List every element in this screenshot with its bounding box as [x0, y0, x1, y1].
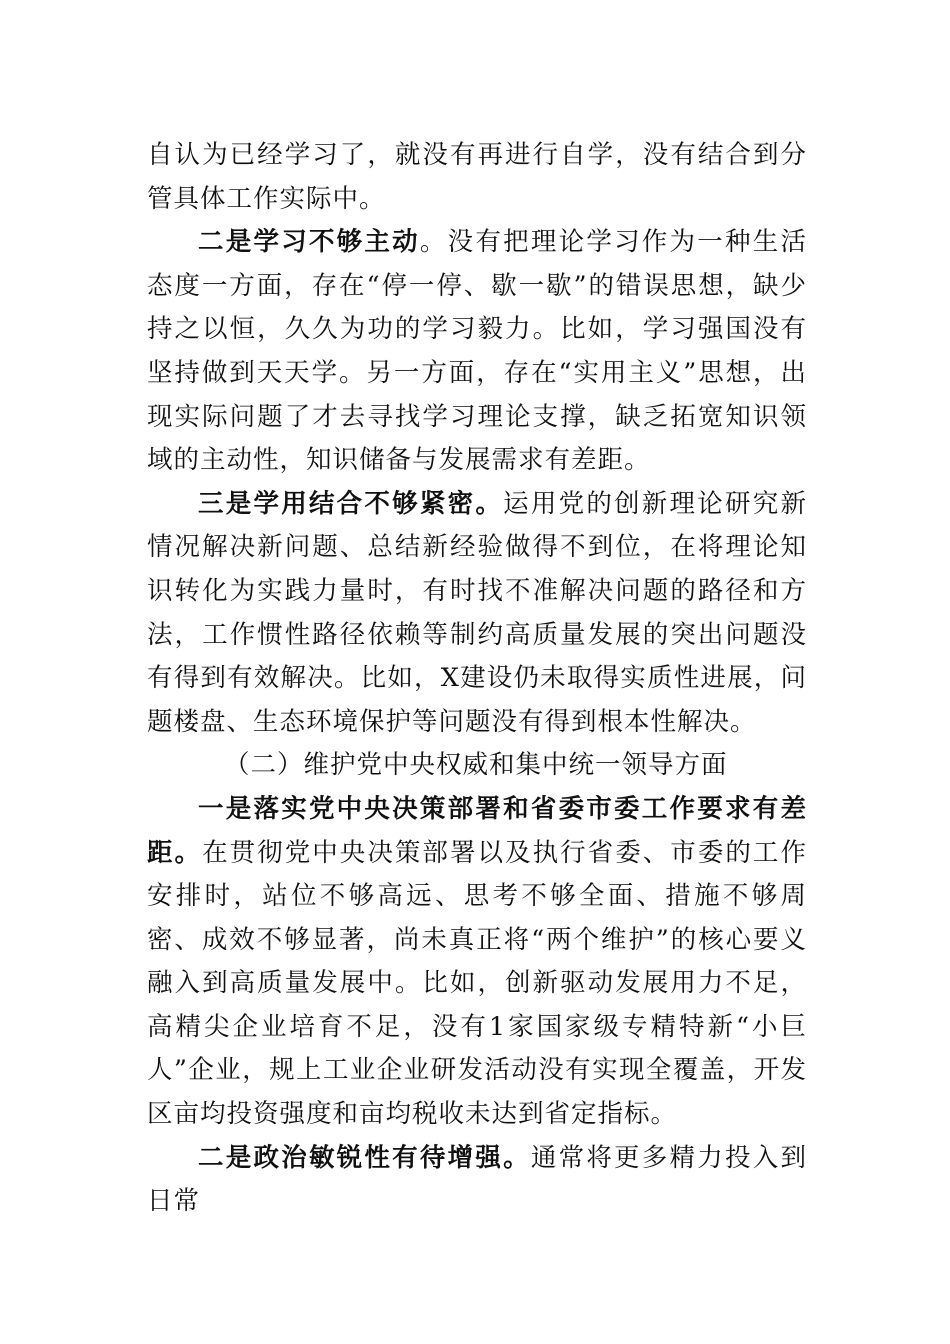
paragraph-text: 自认为已经学习了，就没有再进行自学，没有结合到分管具体工作实际中。 — [147, 140, 807, 214]
paragraph-lead: 二是政治敏锐性有待增强。 — [198, 1142, 531, 1173]
paragraph-political-sensitivity — [147, 1137, 807, 1224]
paragraph-text: 通常将更多精力投入到日常 — [147, 1142, 807, 1217]
section-heading-text: （二）维护党中央权威和集中统一领导方面 — [224, 750, 728, 781]
section-heading — [147, 744, 807, 788]
paragraph-study-initiative — [147, 221, 807, 483]
paragraph-lead: 一是落实党中央决策部署和省委市委工作要求有差距。 — [147, 793, 807, 868]
document-page — [147, 134, 807, 1224]
paragraph-lead: 二是学习不够主动 — [198, 227, 420, 258]
paragraph-text: 在贯彻党中央决策部署以及执行省委、市委的工作安排时，站位不够高远、思考不够全面、措施不够周密、成效不够显著，尚未真正将“两个维护”的核心要义融入到高质量发展中。比如，创新驱动发展用力不足，高精尖企业培育不足，没有1家国家级专精特新“小巨人”企业，规上工业企业研发活动没有实现全覆盖，开发区亩均投资强度和亩均税收未达到省定指标。 — [147, 837, 807, 1130]
paragraph-implementation-gap — [147, 788, 807, 1137]
paragraph-continuation — [147, 134, 807, 221]
paragraph-text: 运用党的创新理论研究新情况解决新问题、总结新经验做得不到位，在将理论知识转化为实践力量时，有时找不准解决问题的路径和方法，工作惯性路径依赖等制约高质量发展的突出问题没有得到有效解决。比如，X建设仍未取得实质性进展，问题楼盘、生态环境保护等问题没有得到根本性解决。 — [147, 488, 807, 737]
paragraph-text: 。没有把理论学习作为一种生活态度一方面，存在“停一停、歇一歇”的错误思想，缺少持之以恒，久久为功的学习毅力。比如，学习强国没有坚持做到天天学。另一方面，存在“实用主义”思想，出现实际问题了才去寻找学习理论支撑，缺乏拓宽知识领域的主动性，知识储备与发展需求有差距。 — [147, 227, 807, 476]
paragraph-lead: 三是学用结合不够紧密。 — [198, 488, 504, 519]
paragraph-study-application — [147, 483, 807, 745]
